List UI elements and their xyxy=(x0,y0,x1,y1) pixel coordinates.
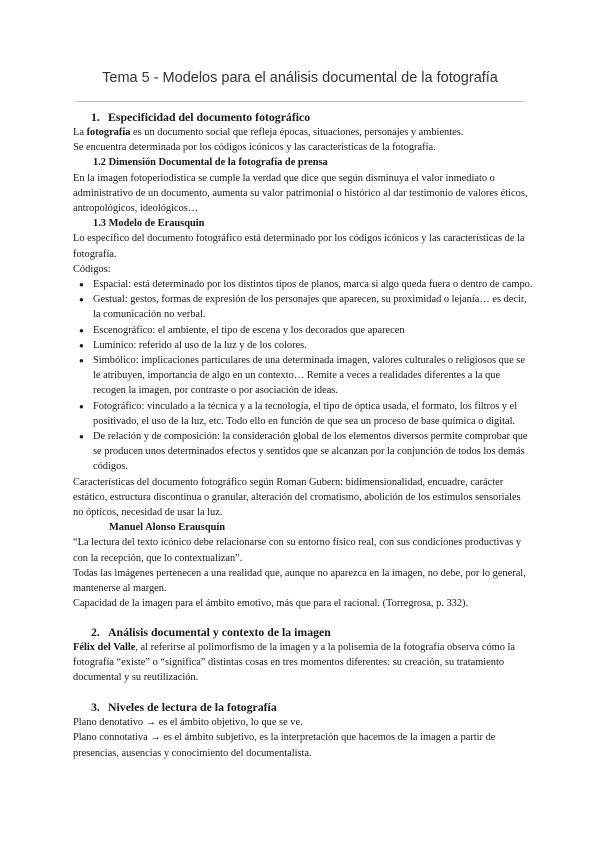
quote-paragraph: “La lectura del texto icónico debe relacionarse con su entorno físico real, con sus condiciones productivas y con la recepción, que lo contextualizan”. xyxy=(73,537,522,564)
codes-list xyxy=(73,277,533,475)
s2-paragraph xyxy=(73,640,533,686)
code-item-gestural: ● Gestual: gestos, formas de expresión de los personajes que aparecen, su proximidad o lejanía… es decir, la comunicación no verbal. xyxy=(73,292,533,322)
s1-paragraph-1 xyxy=(73,125,533,140)
title-divider xyxy=(76,101,524,102)
section-2-heading xyxy=(91,624,533,640)
code-item-photographic: ● Fotográfico: vinculado a la técnica y a la tecnología, el tipo de óptica usada, el formato, los filtros y el positivado, el uso de la luz, etc. Todo ello en función de que sea un proceso de base química o digital. xyxy=(73,399,533,429)
code-item-composition: ● De relación y de composición: la consideración global de los elementos diversos permite comprobar que se producen unos determinados efectos y sentidos que se alcanzan por la conjunción de todos los demás códigos. xyxy=(73,429,533,475)
capacity-paragraph: Capacidad de la imagen para el ámbito emotivo, más que para el racional. (Torregrosa, p. 332). xyxy=(73,598,469,610)
section-1-title: Especificidad del documento fotográfico xyxy=(108,110,311,124)
code-item-luminic: ● Lumínico: referido al uso de la luz y de los colores. xyxy=(73,338,533,353)
section-3-number: 3. xyxy=(91,700,100,715)
section-1-number: 1. xyxy=(91,110,100,124)
s3-paragraph-1: Plano denotativo → es el ámbito objetivo, lo que se ve. xyxy=(73,717,303,729)
page-title: Tema 5 - Modelos para el análisis documental de la fotografía xyxy=(102,70,498,86)
s3-paragraph-2: Plano connotativa → es el ámbito subjetivo, es la interpretación que hacemos de la imagen a partir de presencias, ausencias y conocimiento del documentalista. xyxy=(73,732,496,759)
section-2-title: Análisis documental y contexto de la imagen xyxy=(108,624,331,639)
code-item-symbolic: ● Simbólico: implicaciones particulares de una determinada imagen, valores culturales o religiosos que se le atribuyen, importancia de algo en un contexto… Remite a veces a realidades diferentes a la que recogen la imagen, por contraste o por asociación de ideas. xyxy=(73,353,533,399)
section-1-heading xyxy=(91,109,533,125)
s2-text: , al referirse al polimorfismo de la imagen y a la polisemia de la fotografía observa cómo la fotografía “existe” o “significa” distintas cosas en tres momentos diferentes: su creación, su tratamiento documental y su reutilización. xyxy=(73,641,516,683)
s1-p1-pre: La xyxy=(73,127,87,138)
s2-bold-author: Félix del Valle xyxy=(73,641,136,653)
s1-p1-bold: fotografía xyxy=(86,127,131,138)
images-paragraph: Todas las imágenes pertenecen a una realidad que, aunque no aparezca en la imagen, no debe, por lo general, mantenerse al margen. xyxy=(73,567,526,595)
s1-paragraph-2: Se encuentra determinada por los códigos icónicos y las características de la fotografía. xyxy=(73,142,436,154)
s1-p1-post: es un documento social que refleja épocas, situaciones, personajes y ambientes. xyxy=(130,127,464,138)
subsection-1-3-text: Lo específico del documento fotográfico está determinado por los códigos icónicos y las características de la fotografía. xyxy=(73,233,525,260)
section-3-heading xyxy=(91,699,533,715)
subsection-1-3-heading: 1.3 Modelo de Erausquin xyxy=(93,218,205,230)
section-2-number: 2. xyxy=(91,624,100,639)
subsection-1-2-text: En la imagen fotoperiodística se cumple la verdad que dice que según disminuya el valor inmediato o administrativo de un documento, aumenta su valor patrimonial o histórico al dar testimonio de valores éticos, antropológicos, ideológicos… xyxy=(73,172,528,215)
alonso-heading: Manuel Alonso Erausquín xyxy=(109,522,226,534)
subsection-1-2-heading: 1.2 Dimensión Documental de la fotografía de prensa xyxy=(93,157,328,169)
section-3-title: Niveles de lectura de la fotografía xyxy=(108,700,277,715)
code-item-spatial: ● Espacial: está determinado por los distintos tipos de planos, marca si algo queda fuera o dentro de campo. xyxy=(73,277,533,292)
gubern-paragraph: Características del documento fotográfico según Roman Gubern: bidimensionalidad, encuadre, carácter estático, estructura discontinua o granular, alteración del cromatismo, abolición de los estímulos sensoriales no ópticos, necesidad de usar la luz. xyxy=(73,476,521,519)
code-item-scenographic: ● Escenográfico: el ambiente, el tipo de escena y los decorados que aparecen xyxy=(73,323,533,338)
document-body xyxy=(73,109,533,761)
codes-label: Códigos: xyxy=(73,263,111,275)
